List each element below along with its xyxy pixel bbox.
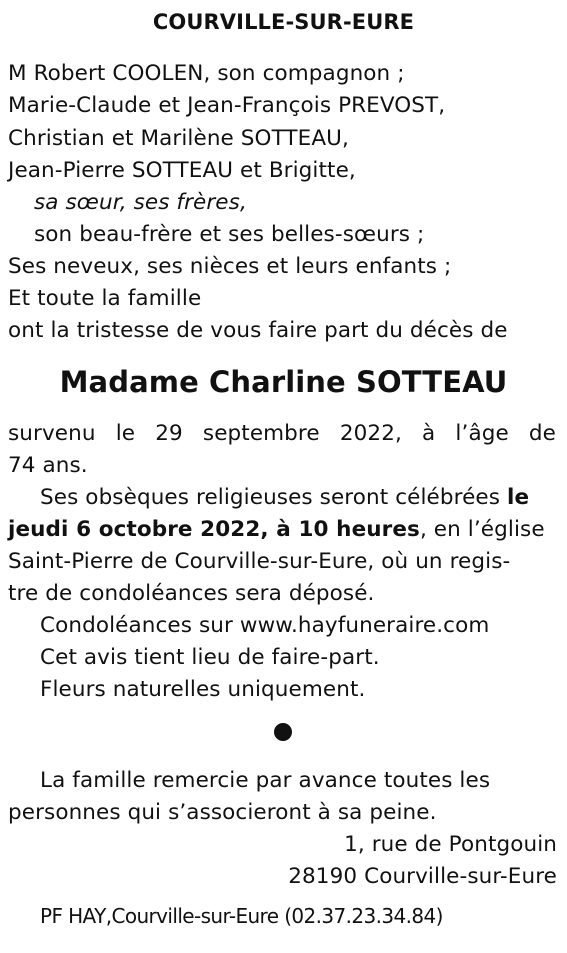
town-heading: COURVILLE-SUR-EURE xyxy=(152,10,415,34)
address-city: 28190 Courville-sur-Eure xyxy=(288,864,557,889)
family-line-prevost: Marie-Claude et Jean-François PREVOST, xyxy=(8,93,446,118)
family-line-companion: M Robert COOLEN, son compagnon ; xyxy=(8,61,405,86)
bullet-separator-icon xyxy=(274,723,292,741)
funeral-line-2 xyxy=(8,517,545,543)
family-line-nephews: Ses neveux, ses nièces et leurs enfants ; xyxy=(8,254,452,279)
family-line-christian: Christian et Marilène SOTTEAU, xyxy=(8,126,349,151)
thanks-line-1: La famille remercie par avance toutes les xyxy=(40,768,491,793)
funeral-text: Ses obsèques religieuses seront célébrées xyxy=(40,485,507,510)
notice-line: Cet avis tient lieu de faire-part. xyxy=(40,645,380,670)
funeral-place-start: , en l’église xyxy=(419,517,545,542)
address-street: 1, rue de Pontgouin xyxy=(344,832,557,857)
announcement-line: ont la tristesse de vous faire part du décès de xyxy=(8,318,508,343)
funeral-date-bold: jeudi 6 octobre 2022, à 10 heures xyxy=(8,517,420,542)
thanks-line-2: personnes qui s’associeront à sa peine. xyxy=(8,800,437,825)
funeral-line-4: tre de condoléances sera déposé. xyxy=(8,581,375,606)
funeral-line-3: Saint-Pierre de Courville-sur-Eure, où un regis- xyxy=(8,549,511,574)
family-line-jean-pierre: Jean-Pierre SOTTEAU et Brigitte, xyxy=(8,158,356,183)
flowers-line: Fleurs naturelles uniquement. xyxy=(40,677,366,702)
funeral-home-footer: PF HAY,Courville-sur-Eure (02.37.23.34.84) xyxy=(40,904,443,928)
funeral-line-1 xyxy=(40,485,529,511)
deceased-name: Madame Charline SOTTEAU xyxy=(59,365,508,399)
death-date-line: survenu le 29 septembre 2022, à l’âge de xyxy=(8,421,556,446)
funeral-date-bold-start: le xyxy=(506,485,530,510)
condolences-line: Condoléances sur www.hayfuneraire.com xyxy=(40,613,490,638)
age-line: 74 ans. xyxy=(8,453,88,478)
family-line-relation-siblings: sa sœur, ses frères, xyxy=(34,190,247,215)
family-line-whole-family: Et toute la famille xyxy=(8,286,202,311)
family-line-relation-in-laws: son beau-frère et ses belles-sœurs ; xyxy=(34,222,425,247)
